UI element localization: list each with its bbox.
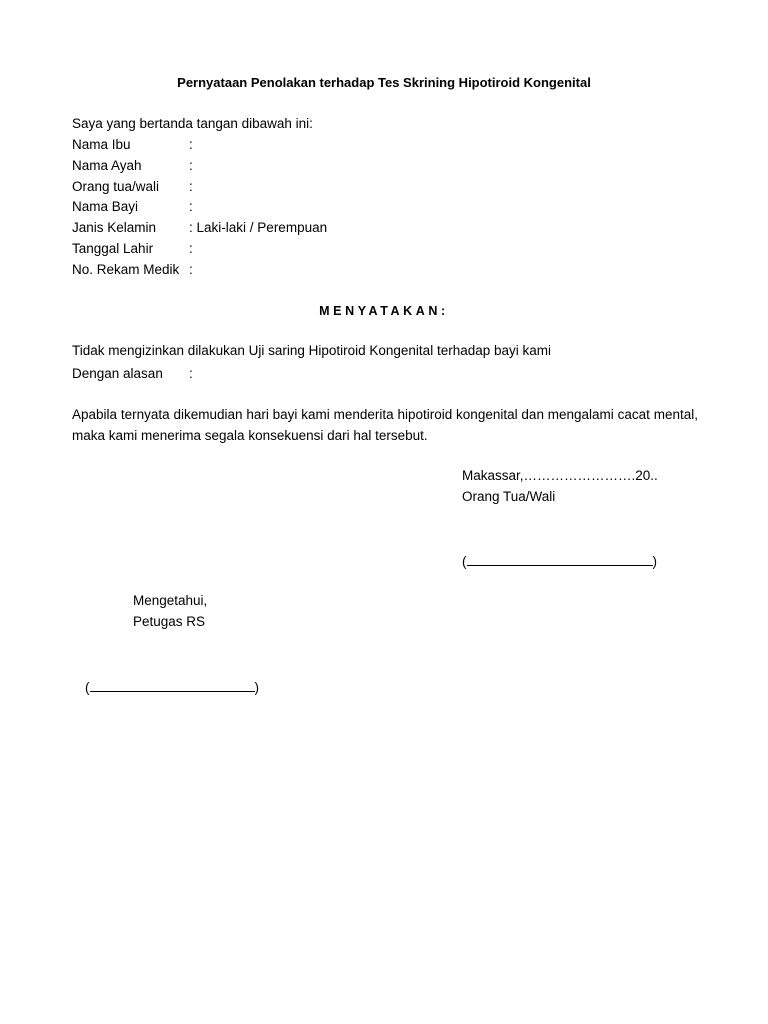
guardian-signature-line xyxy=(462,551,657,570)
field-colon-orang-tua-wali: : xyxy=(189,179,193,194)
field-colon-nama-ibu: : xyxy=(189,137,193,152)
document-title: Pernyataan Penolakan terhadap Tes Skrining Hipotiroid Kongenital xyxy=(177,75,591,90)
sig-open-paren: ( xyxy=(462,554,467,569)
place-date: Makassar,…………………….20.. xyxy=(462,468,658,483)
signer-role: Orang Tua/Wali xyxy=(462,489,556,504)
field-colon-nama-ayah: : xyxy=(189,158,193,173)
field-label-rekam-medik: No. Rekam Medik xyxy=(72,262,180,277)
field-label-orang-tua-wali: Orang tua/wali xyxy=(72,179,160,194)
officer-signature-line xyxy=(85,677,259,696)
intro-text: Saya yang bertanda tangan dibawah ini: xyxy=(72,116,313,131)
sig-open-paren: ( xyxy=(85,680,90,695)
field-colon-jenis-kelamin xyxy=(189,220,327,236)
field-colon-rekam-medik: : xyxy=(189,262,193,277)
field-colon-tanggal-lahir: : xyxy=(189,241,193,256)
reason-colon: : xyxy=(189,366,193,381)
signature-underline xyxy=(90,677,255,692)
field-label-nama-ibu: Nama Ibu xyxy=(72,137,131,152)
field-label-nama-bayi: Nama Bayi xyxy=(72,199,139,214)
reason-label: Dengan alasan xyxy=(72,366,163,381)
officer-role: Petugas RS xyxy=(133,614,206,629)
sig-close-paren: ) xyxy=(254,680,259,695)
signature-underline xyxy=(467,551,653,566)
field-colon-char: : xyxy=(189,220,193,235)
consequence-paragraph: Apabila ternyata dikemudian hari bayi kami menderita hipotiroid kongenital dan mengalami cacat mental, maka kami menerima segala konsekuensi dari hal tersebut. xyxy=(72,407,698,443)
sig-close-paren: ) xyxy=(652,554,657,569)
field-label-jenis-kelamin: Janis Kelamin xyxy=(72,220,157,235)
field-colon-nama-bayi: : xyxy=(189,199,193,214)
statement-heading: MENYATAKAN: xyxy=(319,304,449,318)
refusal-statement: Tidak mengizinkan dilakukan Uji saring Hipotiroid Kongenital terhadap bayi kami xyxy=(72,343,552,358)
field-label-nama-ayah: Nama Ayah xyxy=(72,158,142,173)
gender-options: Laki-laki / Perempuan xyxy=(196,220,328,235)
field-label-tanggal-lahir: Tanggal Lahir xyxy=(72,241,154,256)
acknowledged-label: Mengetahui, xyxy=(133,593,208,608)
